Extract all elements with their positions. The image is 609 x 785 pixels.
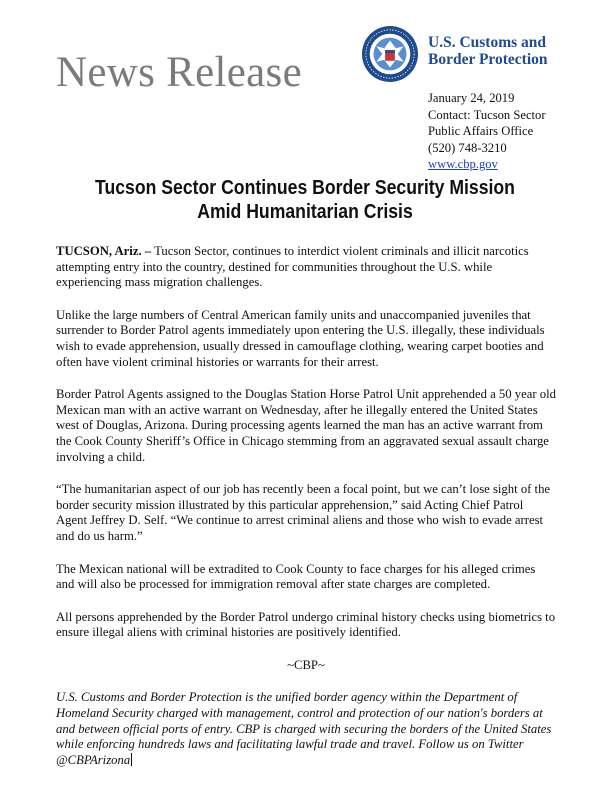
agency-line-2: Border Protection <box>428 51 548 68</box>
contact-office: Public Affairs Office <box>428 124 534 138</box>
paragraph-1 <box>56 244 556 291</box>
paragraph-1-text: Tucson Sector, continues to interdict violent criminals and illicit narcotics attempting entry into the country, destined for communities throughout the U.S. while experiencing mass migration challenges. <box>56 244 529 290</box>
paragraph-2: Unlike the large numbers of Central American family units and unaccompanied juveniles that surrender to Border Patrol agents immediately upon entering the U.S. illegally, these individuals wish to evade apprehension, usually dressed in camouflage clothing, wearing carpet booties and often have violent criminal histories or warrants for their arrest. <box>56 307 545 369</box>
headline <box>77 176 533 224</box>
contact-phone: (520) 748-3210 <box>428 140 507 155</box>
contact-block <box>428 90 546 173</box>
agency-line-1: U.S. Customs and <box>428 34 547 51</box>
dateline: TUCSON, Ariz. – <box>56 244 152 258</box>
dhs-seal-icon <box>361 25 419 83</box>
paragraph-4: “The humanitarian aspect of our job has recently been a focal point, but we can’t lose sight of the border security mission illustrated by this particular apprehension,” said Acting Chief Patrol Agent Jeffrey D. Self. “We continue to arrest criminal aliens and those who wish to evade arrest and do us harm.” <box>56 482 551 543</box>
agency-name <box>428 34 548 68</box>
text-cursor <box>131 753 132 766</box>
headline-line-1: Tucson Sector Continues Border Security Mission <box>95 176 515 199</box>
boilerplate-text: U.S. Customs and Border Protection is the unified border agency within the Department of Homeland Security charged with management, control and protection of our nation's borders at and between official ports of entry. CBP is charged with securing the borders of the United States while enforcing hundreds laws and facilitating lawful trade and travel. Follow us on Twitter @CBPArizona <box>56 690 552 767</box>
page-title: News Release <box>56 49 302 96</box>
headline-line-2: Amid Humanitarian Crisis <box>197 200 413 223</box>
paragraph-6: All persons apprehended by the Border Patrol undergo criminal history checks using biometrics to ensure illegal aliens with criminal histories are positively identified. <box>56 609 556 640</box>
paragraph-5: The Mexican national will be extradited to Cook County to face charges for his alleged crimes and will also be processed for immigration removal after state charges are completed. <box>56 561 536 592</box>
article-body <box>56 244 556 785</box>
contact-line: Contact: Tucson Sector <box>428 107 546 122</box>
separator: ~CBP~ <box>287 657 325 672</box>
website-link[interactable]: www.cbp.gov <box>428 157 498 171</box>
release-date: January 24, 2019 <box>428 91 515 105</box>
paragraph-3: Border Patrol Agents assigned to the Douglas Station Horse Patrol Unit apprehended a 50 year old Mexican man with an active warrant on Wednesday, after he illegally entered the United States west of Douglas, Arizona. During processing agents learned the man has an active warrant from the Cook County Sheriff’s Office in Chicago stemming from an aggravated sexual assault charge involving a child. <box>56 387 556 464</box>
